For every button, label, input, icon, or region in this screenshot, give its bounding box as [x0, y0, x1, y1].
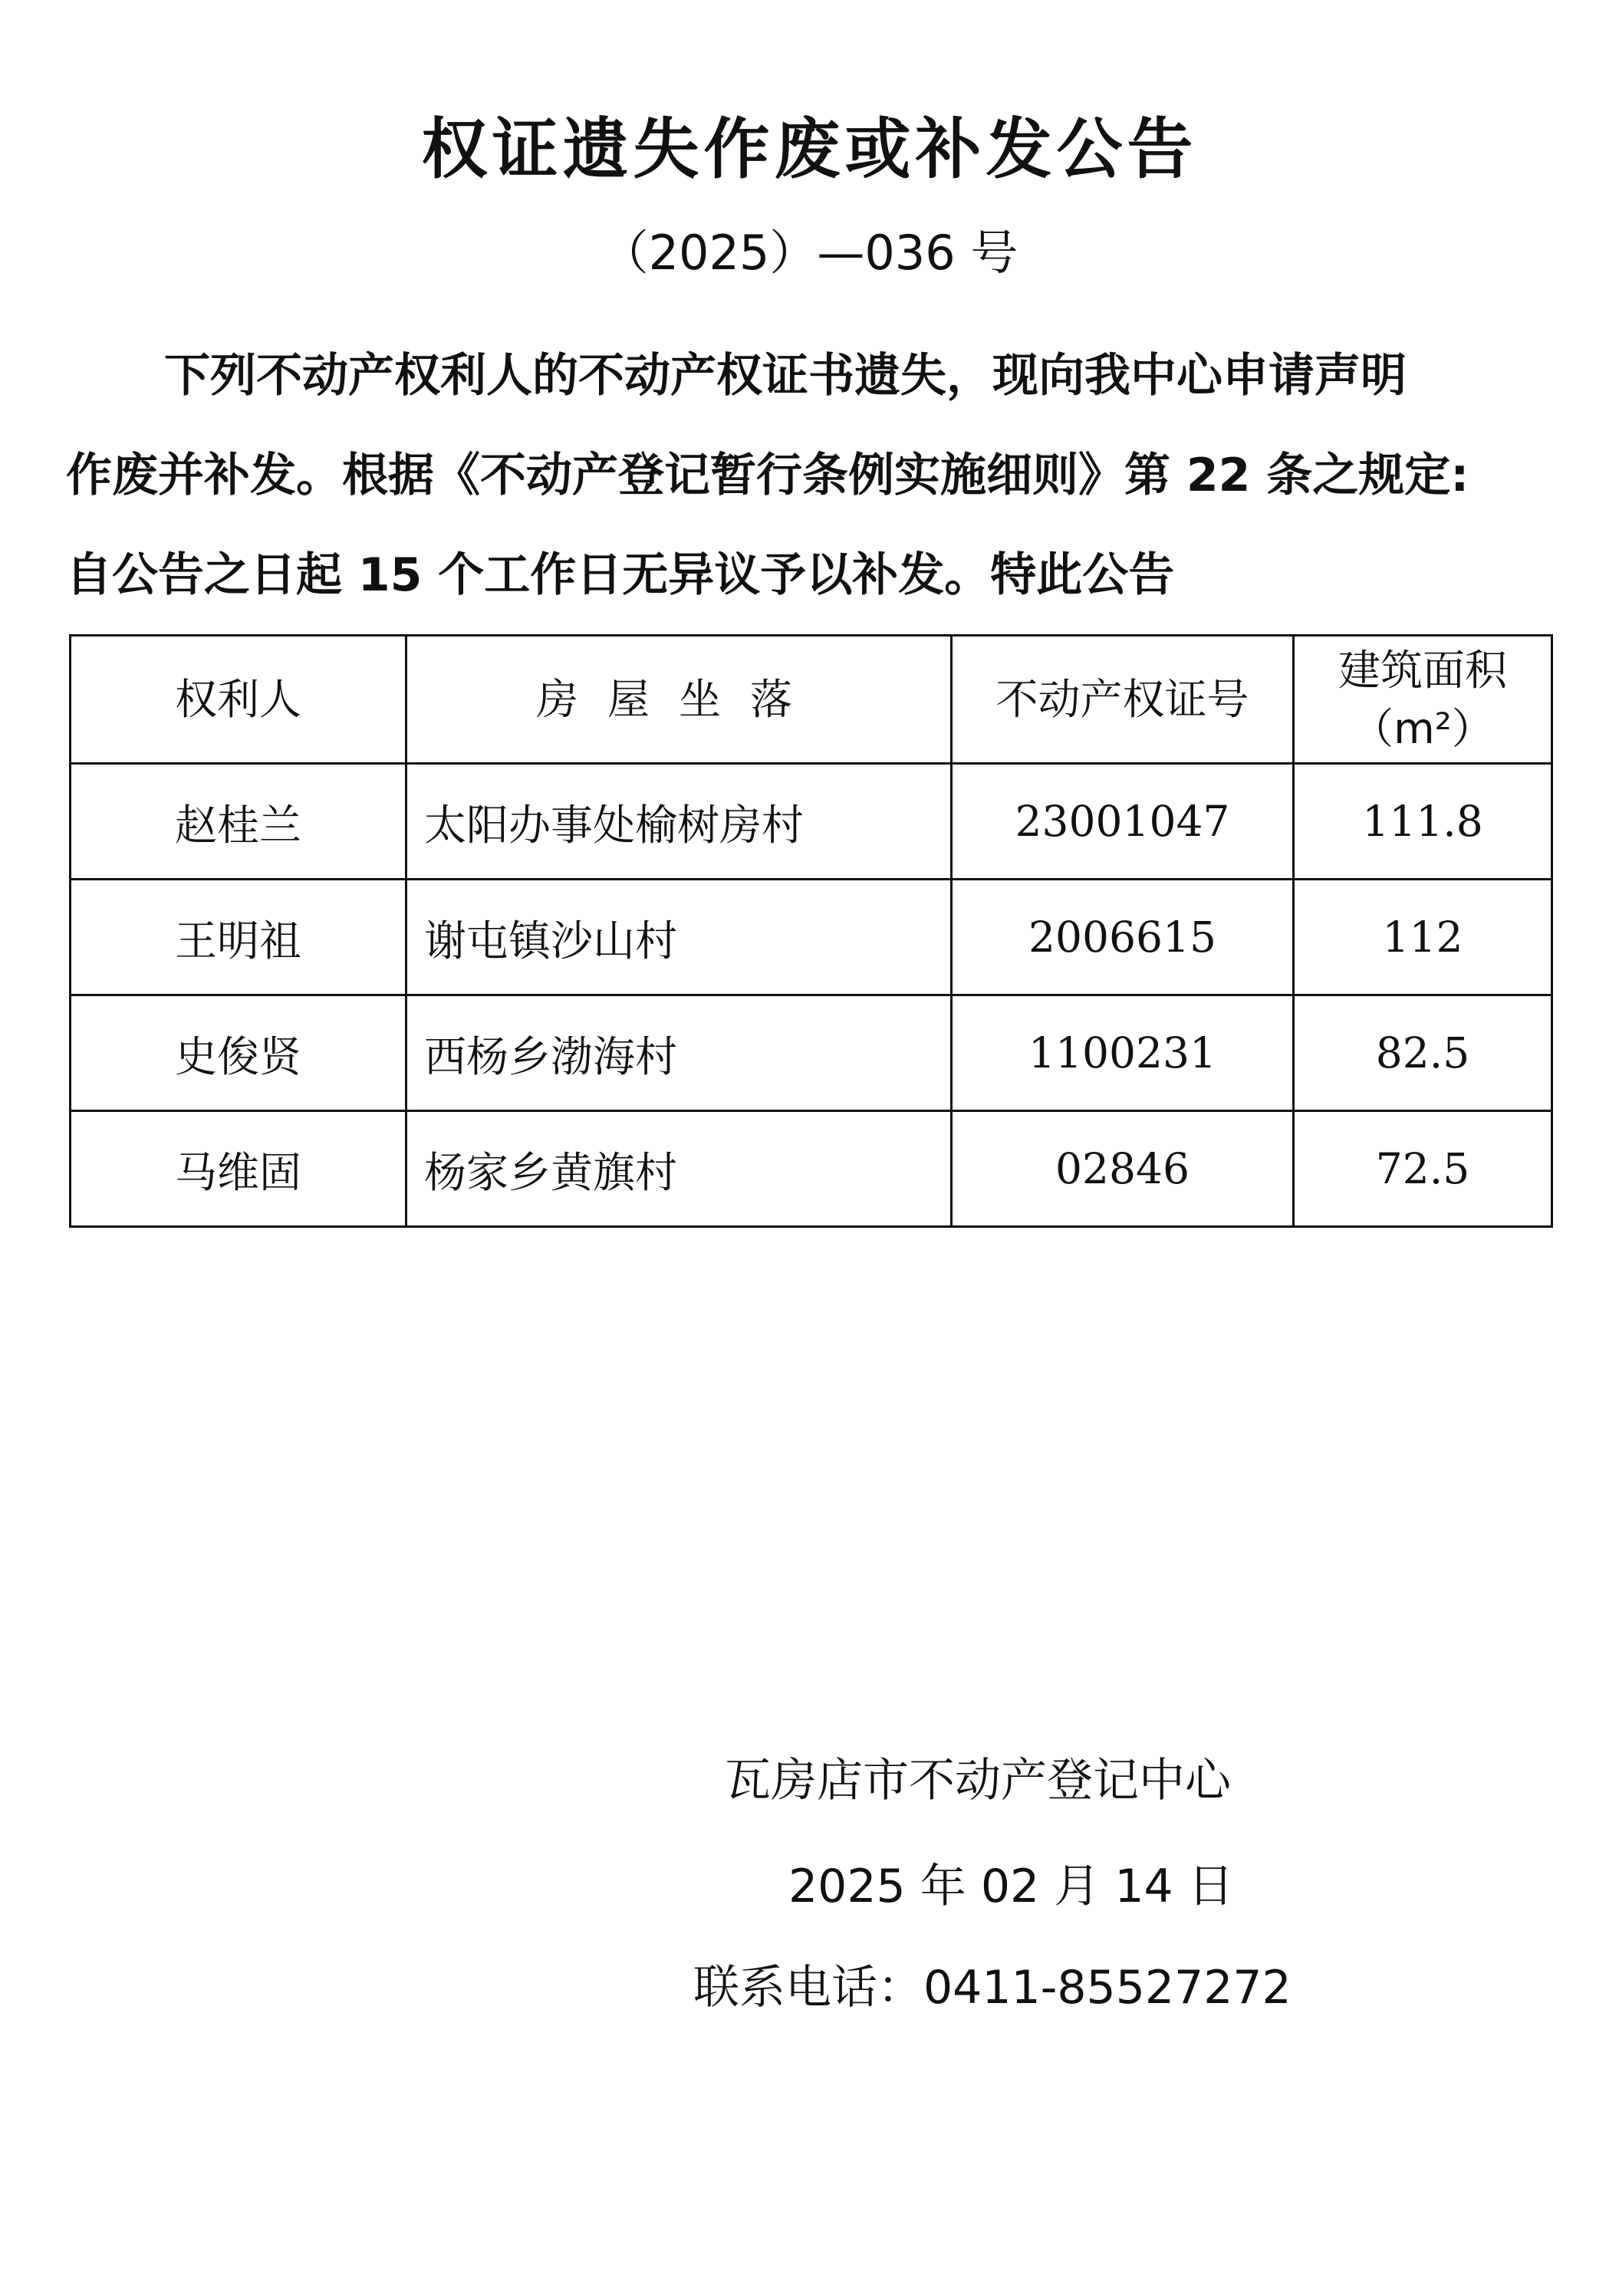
cell-location: 谢屯镇沙山村 [406, 880, 952, 995]
header-location: 房屋坐落 [406, 636, 952, 764]
notice-body [66, 326, 1554, 625]
cell-area: 111.8 [1294, 764, 1552, 880]
notice-body-line: 作废并补发。根据《不动产登记暂行条例实施细则》第 22 条之规定: [66, 449, 1469, 502]
cell-owner: 赵桂兰 [71, 764, 406, 880]
cell-location: 杨家乡黄旗村 [406, 1111, 952, 1227]
cell-cert-no: 23001047 [952, 764, 1294, 880]
table-row [71, 1111, 1552, 1227]
cell-location: 西杨乡渤海村 [406, 995, 952, 1111]
cell-location: 太阳办事处榆树房村 [406, 764, 952, 880]
page-title: 权证遗失作废或补发公告 [421, 111, 1198, 188]
header-cert-no: 不动产权证号 [952, 636, 1294, 764]
table-row [71, 880, 1552, 995]
cell-cert-no: 2006615 [952, 880, 1294, 995]
cell-owner: 史俊贤 [71, 995, 406, 1111]
cell-cert-no: 1100231 [952, 995, 1294, 1111]
table-header-row [71, 636, 1552, 764]
table-row [71, 995, 1552, 1111]
cell-area: 82.5 [1294, 995, 1552, 1111]
header-area-unit: （m²） [1351, 704, 1494, 753]
issuing-organization: 瓦房店市不动产登记中心 [725, 1754, 1231, 1808]
header-owner: 权利人 [71, 636, 406, 764]
cell-area: 112 [1294, 880, 1552, 995]
notice-body-line: 下列不动产权利人的不动产权证书遗失，现向我中心申请声明 [164, 349, 1407, 403]
document-number: （2025）—036 号 [601, 225, 1018, 281]
header-area-label: 建筑面积 [1338, 646, 1507, 695]
contact-phone: 联系电话：0411-85527272 [693, 1961, 1292, 2015]
cell-owner: 王明祖 [71, 880, 406, 995]
notice-body-line: 自公告之日起 15 个工作日无异议予以补发。特此公告 [66, 548, 1175, 602]
cell-cert-no: 02846 [952, 1111, 1294, 1227]
cell-area: 72.5 [1294, 1111, 1552, 1227]
header-area [1294, 636, 1552, 764]
issue-date: 2025 年 02 月 14 日 [788, 1860, 1234, 1913]
notice-table [69, 634, 1553, 1228]
cell-owner: 马维固 [71, 1111, 406, 1227]
table-row [71, 764, 1552, 880]
